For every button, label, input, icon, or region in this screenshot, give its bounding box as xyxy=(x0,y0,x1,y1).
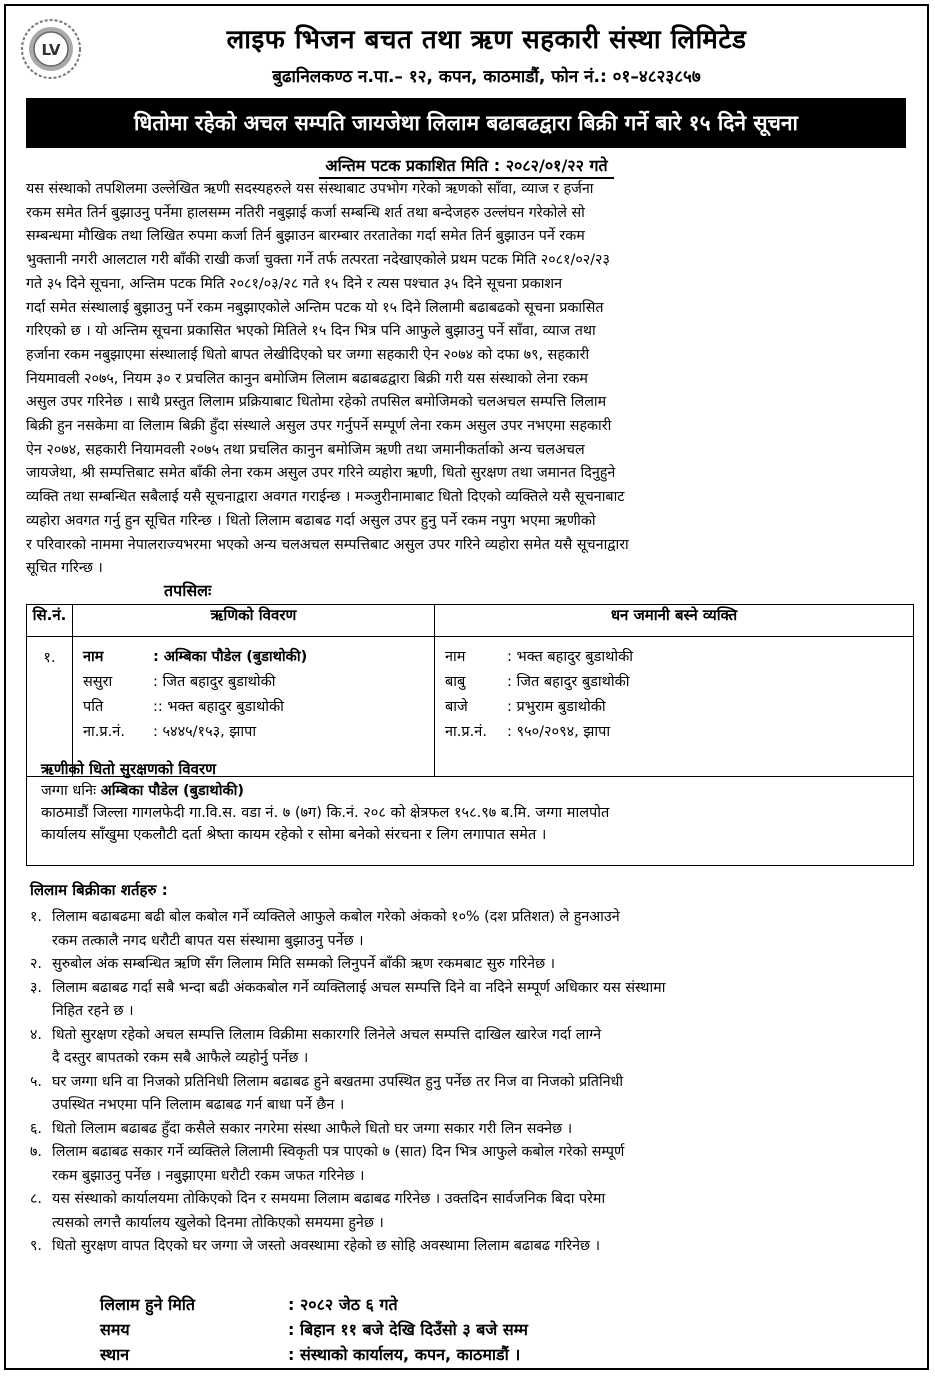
debtor-father-in-law-row xyxy=(83,670,424,695)
collateral-owner-name: अम्बिका पौडेल (बुडाथोकी) xyxy=(100,783,244,799)
body-line: व्यक्ति तथा सम्बन्धित सबैलाई यसै सूचनाद्वारा अवगत गराईन्छ । मञ्जुरीनामाबाट धितो दिएको व्यक्तिले यसै सूचनाबाट xyxy=(26,489,625,506)
header xyxy=(6,12,927,94)
notice-title-banner: धितोमा रहेको अचल सम्पति जायजेथा लिलाम बढाबढद्वारा बिक्री गर्ने बारे १५ दिने सूचना xyxy=(26,98,906,148)
condition-item xyxy=(30,1188,910,1235)
conditions-list xyxy=(30,906,910,1259)
condition-item xyxy=(30,906,910,953)
header-guarantor: धन जमानी बस्ने व्यक्ति xyxy=(435,605,914,637)
guarantor-field-value: : ९५०/२०९४, झापा xyxy=(507,724,611,740)
debtor-field-value: :: भक्त बहादुर बुडाथोकी xyxy=(153,699,284,715)
notice-body xyxy=(26,178,910,581)
condition-number: १. xyxy=(30,909,42,925)
condition-text: लिलाम बढाबढमा बढी बोल कबोल गर्ने व्यक्तिले आफुले कबोल गरेको अंकको १०% (दश प्रतिशत) ले हुनआउने रकम तत्कालै नगद धरौटी बापत यस संस्थामा बुझाउनु पर्नेछ । xyxy=(52,909,620,949)
auction-schedule xyxy=(100,1292,528,1367)
conditions-heading: लिलाम बिक्रीका शर्तहरु : xyxy=(30,881,168,899)
body-line: गर्दा समेत संस्थालाई बुझाउनु पर्ने रकम नबुझाएकोले अन्तिम पटक यो १५ दिने लिलामी बढाबढको सूचना प्रकासित xyxy=(26,299,604,316)
condition-item xyxy=(30,1141,910,1188)
row-sn: १. xyxy=(27,637,73,777)
condition-number: ३. xyxy=(30,979,42,996)
guarantor-citizenship-row xyxy=(445,720,903,745)
org-address: बुढानिलकण्ठ न.पा.– १२, कपन, काठमाडौं, फोन नं.: ०१–४८२३८५७ xyxy=(272,67,701,87)
body-line: सम्बन्धमा मौखिक तथा लिखित रुपमा कर्जा तिर्न बुझाउन बारम्बार तरतातेका गर्दा समेत तिर्न बुझाउन पर्ने रकम xyxy=(26,228,585,245)
schedule-row xyxy=(100,1292,528,1317)
condition-item xyxy=(30,1071,910,1118)
collateral-owner xyxy=(41,780,899,802)
guarantor-grandfather-row xyxy=(445,695,903,720)
body-line: नियमावली २०७५, नियम ३० र प्रचलित कानुन बमोजिम लिलाम बढाबढद्वारा बिक्री गरी यस संस्थाको लेना रकम xyxy=(26,370,588,387)
header-debtor: ऋणिको विवरण xyxy=(73,605,435,637)
debtor-field-value: : जित बहादुर बुडाथोकी xyxy=(153,674,276,690)
condition-item xyxy=(30,1024,910,1071)
collateral-description-line: काठमाडौं जिल्ला गागलफेदी गा.वि.स. वडा नं. ७ (७ग) कि.नं. २०८ को क्षेत्रफल १५८.९७ ब.मि. जग्गा मालपोत xyxy=(41,805,610,821)
schedule-value: : २०८२ जेठ ६ गते xyxy=(288,1295,398,1314)
condition-number: ६. xyxy=(30,1120,42,1137)
condition-item xyxy=(30,1235,910,1259)
guarantor-field-value: : प्रभुराम बुडाथोकी xyxy=(507,699,606,715)
body-line: सूचित गरिन्छ । xyxy=(26,560,103,577)
collateral-section xyxy=(26,748,914,866)
collateral-description-line: कार्यालय साँखुमा एकलौटी दर्ता श्रेष्ता कायम रहेको र सोमा बनेको संरचना र लिग लगापात समेत । xyxy=(41,827,547,843)
body-line: भुक्तानी नगरी आलटाल गरी बाँकी राखी कर्जा चुक्ता गर्ने तर्फ तत्परता नदेखाएकोले प्रथम पटक मिति २०८१/०२/२३ xyxy=(26,252,610,269)
guarantor-field-value: : भक्त बहादुर बुडाथोकी xyxy=(507,649,634,665)
condition-item xyxy=(30,953,910,977)
condition-number: ९. xyxy=(30,1238,42,1254)
body-line: ऐन २०७४, सहकारी नियामवली २०७५ तथा प्रचलित कानुन बमोजिम ऋणी तथा जमानीकर्ताको अन्य चलअचल xyxy=(26,441,585,458)
condition-text: धितो सुरक्षण वापत दिएको घर जग्गा जे जस्तो अवस्थामा रहेको छ सोहि अवस्थामा लिलाम बढाबढ गरिनेछ । xyxy=(52,1238,600,1254)
debtor-field-label: पति xyxy=(83,699,104,715)
condition-number: ७. xyxy=(30,1144,42,1160)
condition-number: २. xyxy=(30,956,42,972)
body-line: हर्जाना रकम नबुझाएमा संस्थालाई धितो बापत लेखीदिएको घर जग्गा सहकारी ऐन २०७४ को दफा ७९, सहकारी xyxy=(26,346,590,363)
schedule-value: : बिहान ११ बजे देखि दिउँसो ३ बजे सम्म xyxy=(288,1320,529,1339)
debtor-field-value: : अम्बिका पौडेल (बुडाथोकी) xyxy=(153,649,308,665)
debtor-citizenship-row xyxy=(83,720,424,745)
svg-text:LV: LV xyxy=(41,41,61,59)
body-line: जायजेथा, श्री सम्पत्तिबाट समेत बाँकी लेना रकम असुल उपर गरिने व्यहोरा ऋणी, धितो सुरक्षण तथा जमानत दिनुहुने xyxy=(26,465,616,482)
condition-item xyxy=(30,1118,910,1142)
body-line: र परिवारको नाममा नेपालराज्यभरमा भएको अन्य चलअचल सम्पत्तिबाट असुल उपर गरिने व्यहोरा समेत यसै सूचनाद्वारा xyxy=(26,536,629,553)
condition-text: घर जग्गा धनि वा निजको प्रतिनिधी लिलाम बढाबढ हुने बखतमा उपस्थित हुनु पर्नेछ तर निज वा निजको प्रतिनिधी उपस्थित नभएमा पनि लिलाम बढाबढ गर्न बाधा पर्ने छैन । xyxy=(52,1073,624,1113)
schedule-label: समय xyxy=(100,1320,130,1339)
published-date-text: अन्तिम पटक प्रकाशित मिति : २०८२/०१/२२ गते xyxy=(319,154,613,179)
condition-number: ५. xyxy=(30,1073,42,1090)
header-sn: सि.नं. xyxy=(27,605,73,637)
collateral-owner-label: जग्गा धनिः xyxy=(41,783,97,799)
body-line: व्यहोरा अवगत गर्नु हुन सूचित गरिन्छ । धितो लिलाम बढाबढ गर्दा असुल उपर हुनु पर्ने रकम नपुग भएमा ऋणीको xyxy=(26,512,596,529)
guarantor-father-row xyxy=(445,670,903,695)
org-name: लाइफ भिजन बचत तथा ऋण सहकारी संस्था लिमिटेड xyxy=(226,25,747,55)
condition-text: धितो सुरक्षण रहेको अचल सम्पत्ति लिलाम विक्रीमा सकारगरि लिनेले अचल सम्पत्ति दाखिल खारेज गर्दा लाग्ने दै दस्तुर बापतको रकम सबै आफैले व्यहोर्नु पर्नेछ । xyxy=(52,1026,602,1066)
condition-text: लिलाम बढाबढ गर्दा सबै भन्दा बढी अंककबोल गर्ने व्यक्तिलाई अचल सम्पत्ति दिने वा नदिने सम्पूर्ण अधिकार यस संस्थामा निहित रहने छ । xyxy=(52,979,666,1019)
tapasil-heading: तपसिलः xyxy=(164,581,212,600)
collateral-title: ऋणीको धितो सुरक्षणको विवरण xyxy=(41,760,216,778)
schedule-row xyxy=(100,1317,528,1342)
schedule-label: लिलाम हुने मिति xyxy=(100,1295,196,1314)
published-date xyxy=(6,154,927,179)
body-line: बिक्री हुन नसकेमा वा लिलाम बिक्री हुँदा संस्थाले असुल उपर गर्नुपर्ने सम्पूर्ण लेना रकम असुल उपर नभएमा सहकारी xyxy=(26,418,612,435)
condition-text: सुरुबोल अंक सम्बन्धित ऋणि सँग लिलाम मिति सम्मको लिनुपर्ने बाँकी ऋण रकमबाट सुरु गरिनेछ । xyxy=(52,956,556,972)
body-line: असुल उपर गरिनेछ । साथै प्रस्तुत लिलाम प्रक्रियाबाट धितोमा रहेको तपसिल बमोजिमको चलअचल सम्पत्ति लिलाम xyxy=(26,394,607,411)
schedule-value: : संस्थाको कार्यालय, कपन, काठमाडौं । xyxy=(288,1345,521,1364)
condition-number: ८. xyxy=(30,1191,42,1207)
guarantor-field-value: : जित बहादुर बुडाथोकी xyxy=(507,674,630,690)
debtor-field-label: ना.प्र.नं. xyxy=(83,724,125,740)
condition-text: यस संस्थाको कार्यालयमा तोकिएको दिन र समयमा लिलाम बढाबढ गरिनेछ । उक्तदिन सार्वजनिक बिदा परेमा त्यसको लगत्तै कार्यालय खुलेको दिनमा तोकिएको समयमा हुनेछ । xyxy=(52,1191,606,1231)
condition-item xyxy=(30,977,910,1024)
guarantor-name-row xyxy=(445,645,903,670)
debtor-field-label: ससुरा xyxy=(83,674,113,690)
condition-text: लिलाम बढाबढ सकार गर्ने व्यक्तिले लिलामी स्विकृती पत्र पाएको ७ (सात) दिन भित्र आफुले कबोल गरेको सम्पूर्ण रकम बुझाउनु पर्नेछ । नबुझाएमा धरौटी रकम जफत गरिनेछ । xyxy=(52,1144,625,1184)
notice-page xyxy=(4,4,929,1370)
body-line: रकम समेत तिर्न बुझाउनु पर्नेमा हालसम्म नतिरी नबुझाई कर्जा सम्बन्धि शर्त तथा बन्देजहरु उल्लंघन गरेकोले सो xyxy=(26,204,585,221)
guarantor-field-label: बाबु xyxy=(445,674,466,690)
condition-number: ४. xyxy=(30,1026,42,1043)
guarantor-field-label: नाम xyxy=(445,649,466,665)
debtor-name-row xyxy=(83,645,424,670)
debtor-field-label: नाम xyxy=(83,649,104,665)
body-line: गते ३५ दिने सूचना, अन्तिम पटक मिति २०८१/०३/२८ गते १५ दिने र त्यस पश्चात ३५ दिने सूचना प्रकाशन xyxy=(26,275,563,292)
debtor-field-value: : ५४४५/१५३, झापा xyxy=(153,724,257,740)
body-line: यस संस्थाको तपशिलमा उल्लेखित ऋणी सदस्यहरुले यस संस्थाबाट उपभोग गरेको ऋणको साँवा, व्याज र हर्जना xyxy=(26,181,594,197)
debtor-husband-row xyxy=(83,695,424,720)
schedule-label: स्थान xyxy=(100,1345,130,1364)
guarantor-field-label: ना.प्र.नं. xyxy=(445,724,487,740)
body-line: गरिएको छ । यो अन्तिम सूचना प्रकासित भएको मितिले १५ दिन भित्र पनि आफुले बुझाउनु पर्ने साँवा, व्याज तथा xyxy=(26,323,596,340)
schedule-row xyxy=(100,1342,528,1367)
condition-text: धितो लिलाम बढाबढ हुँदा कसैले सकार नगरेमा संस्था आफैले धितो घर जग्गा सकार गरी लिन सक्नेछ । xyxy=(52,1120,573,1137)
table-header-row xyxy=(27,605,914,637)
guarantor-field-label: बाजे xyxy=(445,699,468,715)
